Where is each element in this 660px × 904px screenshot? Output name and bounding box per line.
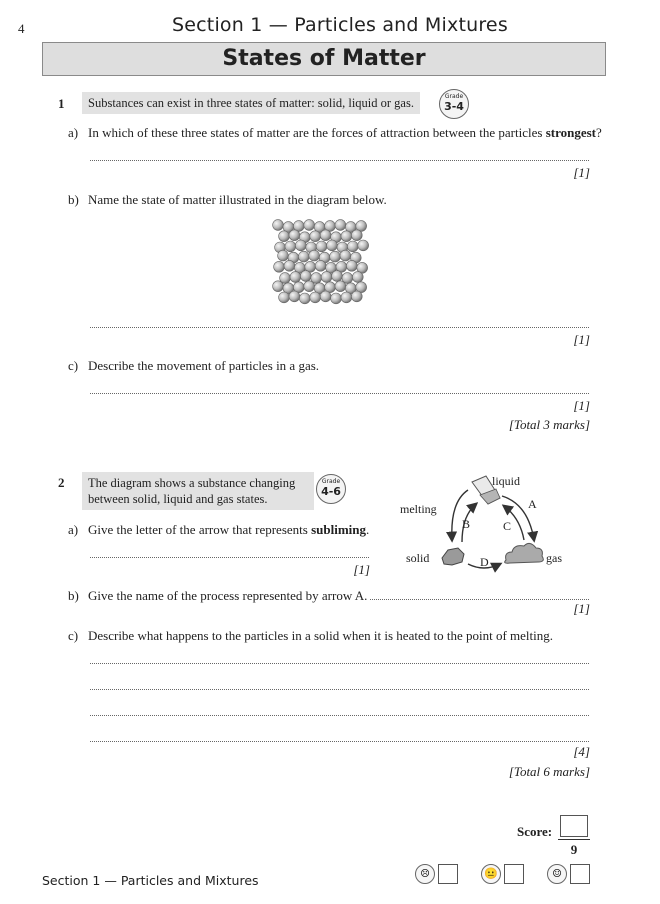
q1a-text-pre: In which of these three states of matter are the forces of attraction between the particles: [88, 125, 546, 140]
particle: [289, 230, 300, 241]
grade-label: Grade: [321, 478, 341, 485]
particle: [321, 272, 332, 283]
particle: [320, 291, 331, 302]
particle: [346, 260, 357, 271]
grade-badge-4-6: [316, 474, 346, 504]
solid-rock-icon: [442, 548, 464, 565]
particle: [284, 260, 295, 271]
particle: [310, 292, 321, 303]
particle: [289, 291, 300, 302]
question-2c-label: c): [68, 628, 79, 643]
q1c-mark: [1]: [573, 398, 590, 413]
particle: [332, 271, 343, 282]
q2-intro-line1: The diagram shows a substance changing: [88, 476, 296, 490]
question-1b-text: Name the state of matter illustrated in the diagram below.: [88, 192, 387, 207]
confidence-box-medium[interactable]: [504, 864, 524, 884]
footer-section: Section 1 — Particles and Mixtures: [42, 873, 259, 888]
topic-title-banner: [42, 42, 606, 76]
q2a-text-post: .: [366, 522, 370, 537]
grade-badge-3-4: [439, 89, 469, 119]
solid-particles-diagram: [272, 219, 372, 305]
grade-value: 4-6: [321, 485, 341, 498]
grade-value: 3-4: [444, 100, 464, 113]
question-1-number: 1: [58, 96, 65, 111]
particle: [316, 241, 327, 252]
q1a-mark: [1]: [573, 165, 590, 180]
q2-intro-line2: between solid, liquid and gas states.: [88, 492, 268, 506]
question-2a-text: [88, 522, 369, 538]
particle: [330, 251, 341, 262]
answer-line-1c[interactable]: [90, 393, 589, 394]
score-input-box[interactable]: [560, 815, 588, 837]
sad-face-icon: ☹: [415, 864, 435, 884]
confidence-box-high[interactable]: [570, 864, 590, 884]
q2b-mark: [1]: [573, 601, 590, 616]
particle: [274, 261, 285, 272]
particle: [273, 220, 284, 231]
q2a-text-pre: Give the letter of the arrow that represents: [88, 522, 312, 537]
particle: [304, 220, 315, 231]
score-out-of: 9: [570, 842, 578, 857]
particle: [315, 260, 326, 271]
gas-cloud-icon: [505, 543, 544, 563]
question-2c-text: Describe what happens to the particles in a solid when it is heated to the point of melting.: [88, 628, 553, 643]
label-arrow-b: B: [462, 517, 471, 531]
particle: [290, 272, 301, 283]
question-1-intro: Substances can exist in three states of matter: solid, liquid or gas.: [82, 92, 420, 114]
question-1b-label: b): [68, 192, 79, 207]
label-solid: solid: [406, 551, 430, 565]
answer-line-1b[interactable]: [90, 327, 589, 328]
state-change-diagram: [396, 468, 576, 580]
question-1a-text: [88, 125, 608, 141]
particle: [285, 241, 296, 252]
particle: [320, 230, 331, 241]
label-liquid: liquid: [492, 474, 521, 488]
particle: [331, 293, 342, 304]
particle: [309, 250, 320, 261]
page-number: 4: [18, 21, 25, 36]
question-2b-label: b): [68, 588, 79, 603]
happy-face-icon: ☺: [547, 864, 567, 884]
particle: [352, 272, 363, 283]
question-2-number: 2: [58, 475, 65, 490]
grade-label: Grade: [444, 93, 464, 100]
particle: [351, 291, 362, 302]
particle: [279, 231, 290, 242]
label-arrow-a: A: [528, 497, 537, 511]
answer-line-2b[interactable]: [370, 599, 589, 600]
question-1a-label: a): [68, 125, 79, 140]
question-2b-text: Give the name of the process represented by arrow A.: [88, 588, 368, 603]
q1a-text-post: ?: [596, 125, 602, 140]
question-2a-label: a): [68, 522, 79, 537]
answer-line-2c-1[interactable]: [90, 663, 589, 664]
score-label: Score:: [517, 824, 553, 839]
q2-total-marks: [Total 6 marks]: [508, 764, 590, 779]
confidence-box-low[interactable]: [438, 864, 458, 884]
score-divider: [558, 839, 590, 840]
particle: [304, 281, 315, 292]
particle: [335, 281, 346, 292]
q1-total-marks: [Total 3 marks]: [508, 417, 590, 432]
particle: [273, 281, 284, 292]
arrow-melting: [452, 490, 471, 540]
particle: [327, 240, 338, 251]
particle: [300, 271, 311, 282]
q2c-mark: [4]: [573, 744, 590, 759]
question-1c-label: c): [68, 358, 79, 373]
answer-line-2c-3[interactable]: [90, 715, 589, 716]
label-melting: melting: [400, 502, 437, 516]
q1a-text-bold: strongest: [545, 125, 596, 140]
particle: [341, 231, 352, 242]
particle: [335, 220, 346, 231]
q1b-mark: [1]: [573, 332, 590, 347]
label-arrow-c: C: [503, 519, 512, 533]
particle: [295, 240, 306, 251]
answer-line-2c-2[interactable]: [90, 689, 589, 690]
particle: [310, 231, 321, 242]
label-gas: gas: [546, 551, 562, 565]
particle: [358, 240, 369, 251]
answer-line-1a[interactable]: [90, 160, 589, 161]
section-title: Section 1 — Particles and Mixtures: [172, 14, 508, 36]
particle: [278, 250, 289, 261]
particle: [351, 230, 362, 241]
particle: [340, 250, 351, 261]
particle: [299, 293, 310, 304]
topic-title: States of Matter: [222, 46, 426, 71]
q2a-mark: [1]: [353, 562, 370, 577]
answer-line-2c-4[interactable]: [90, 741, 589, 742]
question-2-intro: [82, 472, 314, 510]
particle: [341, 292, 352, 303]
label-arrow-d: D: [480, 555, 489, 569]
question-1c-text: Describe the movement of particles in a gas.: [88, 358, 320, 373]
answer-line-2a[interactable]: [90, 557, 369, 558]
q2a-text-bold: subliming: [311, 522, 366, 537]
neutral-face-icon: 😐: [481, 864, 501, 884]
particle: [347, 241, 358, 252]
particle: [298, 251, 309, 262]
particle: [279, 292, 290, 303]
